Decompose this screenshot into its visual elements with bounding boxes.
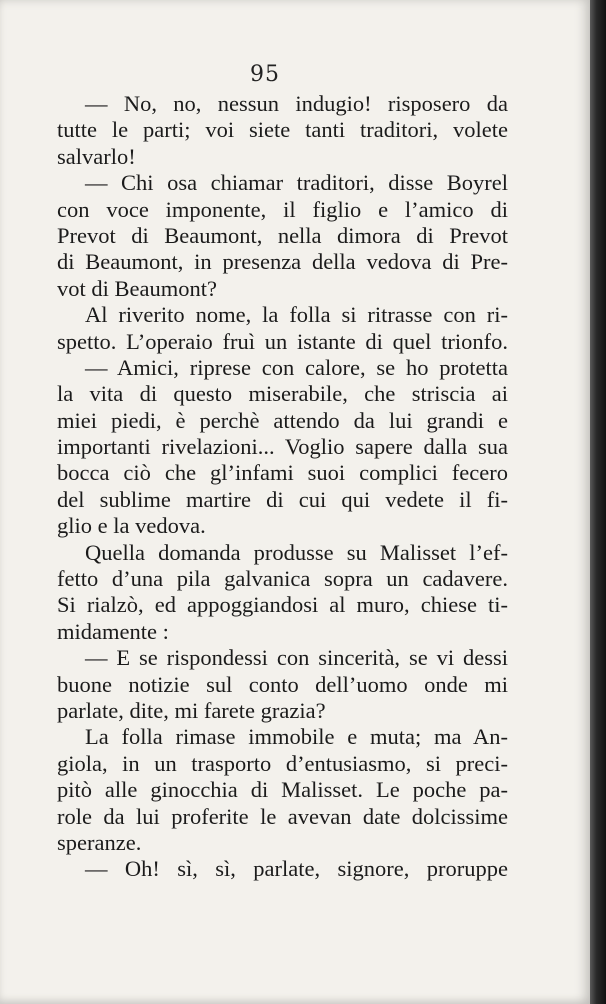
text-line: spetto. L’operaio fruì un istante di quel trionfo. xyxy=(57,328,508,354)
text-line: fetto d’una pila galvanica sopra un cadavere. xyxy=(57,566,508,592)
text-line: — Oh! sì, sì, parlate, signore, proruppe xyxy=(85,856,508,882)
text-line: del sublime martire di cui qui vedete il fi- xyxy=(57,486,508,512)
text-line: pitò alle ginocchia di Malisset. Le poche pa- xyxy=(57,777,508,803)
text-line: midamente : xyxy=(57,618,169,644)
body-text xyxy=(57,91,508,883)
text-line: La folla rimase immobile e muta; ma An- xyxy=(85,724,508,750)
text-line: giola, in un trasporto d’entusiasmo, si preci- xyxy=(57,750,508,776)
text-line: con voce imponente, il figlio e l’amico di xyxy=(57,196,508,222)
text-line: glio e la vedova. xyxy=(57,513,206,539)
text-line: bocca ciò che gl’infami suoi complici fecero xyxy=(57,460,508,486)
page-number: 95 xyxy=(250,62,280,87)
text-line: vot di Beaumont? xyxy=(57,275,217,301)
text-line: role da lui proferite le avevan date dolcissime xyxy=(57,803,508,829)
text-line: — Amici, riprese con calore, se ho protetta xyxy=(85,354,508,380)
text-line: Si rialzò, ed appoggiandosi al muro, chiese ti- xyxy=(57,592,508,618)
text-line: — E se rispondessi con sincerità, se vi dessi xyxy=(85,645,508,671)
text-line: tutte le parti; voi siete tanti traditori, volete xyxy=(57,117,508,143)
text-line: Al riverito nome, la folla si ritrasse con ri- xyxy=(85,302,508,328)
text-line: — Chi osa chiamar traditori, disse Boyrel xyxy=(85,170,508,196)
text-line: Quella domanda produsse su Malisset l’ef- xyxy=(85,539,508,565)
page-binding-edge xyxy=(590,0,606,1004)
text-line: salvarlo! xyxy=(57,143,136,169)
text-line: speranze. xyxy=(57,829,142,855)
text-line: la vita di questo miserabile, che striscia ai xyxy=(57,381,508,407)
text-line: parlate, dite, mi farete grazia? xyxy=(57,697,326,723)
text-line: — No, no, nessun indugio! risposero da xyxy=(85,91,508,116)
text-line: importanti rivelazioni... Voglio sapere dalla sua xyxy=(57,434,508,460)
text-line: di Beaumont, in presenza della vedova di Pre- xyxy=(57,249,508,275)
text-line: miei piedi, è perchè attendo da lui grandi e xyxy=(57,407,508,433)
text-line: Prevot di Beaumont, nella dimora di Prevot xyxy=(57,222,508,248)
text-line: buone notizie sul conto dell’uomo onde mi xyxy=(57,671,508,697)
